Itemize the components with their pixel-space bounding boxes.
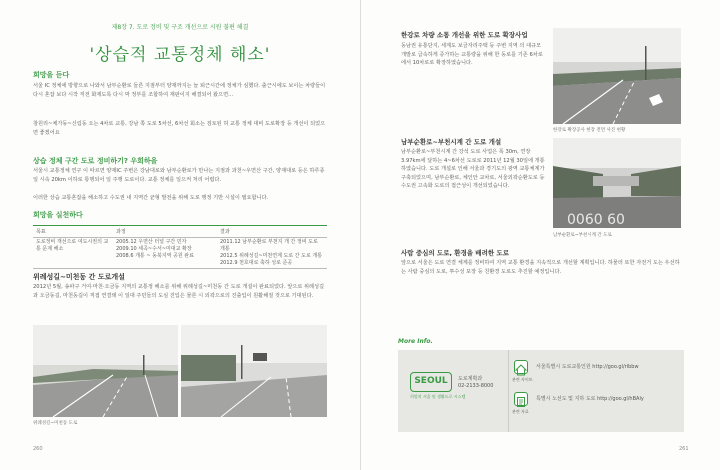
page-title: '상습적 교통정체 해소' xyxy=(89,45,271,65)
congestion-paragraph-2: 이러한 상습 교통혼잡을 해소하고 수도권 내 지역간 균형 발전을 위해 도로 행정 기반 시설이 필요합니다. xyxy=(33,195,269,201)
more-info-label: More Info. xyxy=(398,338,433,345)
info-divider xyxy=(508,350,509,432)
more-info-box xyxy=(398,350,684,432)
table-header-row xyxy=(33,226,327,238)
photo-caption-wirye: 위례성길~미천동 도로 xyxy=(33,421,78,426)
photo-caption-hangang: 한강로 확장공사 현장 전면 사진 현황 xyxy=(553,128,626,133)
section-heading-congestion: 상습 정체 구간 도로 정비하기? 우회하을 xyxy=(33,157,158,165)
department-phone: 02-2133-8000 xyxy=(458,383,494,389)
col-header-result: 결과 xyxy=(217,226,327,238)
hangang-road-photo xyxy=(553,28,681,124)
section-heading-people: 사람 중심의 도로, 환경을 배려한 도로 xyxy=(401,249,509,257)
seoul-logo-subtitle: 희망의 서울 및 생활도로 시스템 xyxy=(410,394,466,399)
table-cell-goal: 도로정비 개선으로 여도시권의 교통 문제 해소 xyxy=(33,238,113,269)
congestion-paragraph: 서울시 교통정체 연구 이 따르면 양재IC 주변은 강남대로와 남부순환로가 만나는 지점과 과천~우면산 구간, 양재대로 등은 하루종일 시속 20km 이하로 통행되어 일 주행 도로이다. 교통 정체를 일으켜 처리 어렵다. xyxy=(33,168,325,183)
citizen-quote-1: 서울 IC 정체에 방향으로 나와서 남부순환로 들른 지점부터 양재까지는 늘 퇴근시간에 정체가 심했다. 출근시에도 보이는 차량들이 다시 혼잡 보다 시작 직전 화재도록 다시 막 정부를 조합하여 재판이지 해결되어 왔으면... xyxy=(33,83,326,98)
document-link[interactable]: 특별시 노선도 및 지하 도로 http://goo.gl/hBAly xyxy=(536,396,644,402)
hangang-paragraph: 동남권 유통단지, 세계도 보금자리주택 등 주변 지역 의 대규모 개발로 급속하게 증가하는 교통량을 위해 한 동로를 기존 6차로에서 10차로로 확장하였습니다. xyxy=(401,43,543,67)
department-name: 도로계획과 xyxy=(458,376,483,382)
wirye-paragraph: 2012년 5월, 송파구 거여·마천·오금동 지역의 교통정 해소를 위해 위례성길~미천동 간 도로 개설이 완료되었다. 앞으로 위례성길과 오금동길, 마천동길이 직접 연결돼 이 일대 주민들의 도심 진입은 물론 시 외곽으로의 진출입이 원활해질 것으로 기대된다. xyxy=(33,284,325,299)
col-header-goal: 목표 xyxy=(33,226,113,238)
nambu-paragraph: 남부순환로~부천시계 간 강석 도로 사업은 폭 30m, 연장 3.97km에 달하는 4~6차선 도로로 2011년 12월 30일에 개통하였습니다. 도로 개설로 인해 서울과 경기도의 광역 교통체계가 구축되었으며, 남부순환로, 체인안 교차로, 서울외곽순환도로 등 수도권 고속화 도로의 접근성이 개선되었습니다. xyxy=(401,149,545,190)
section-heading-hangang: 한강로 차량 소통 개선을 위한 도로 확장사업 xyxy=(401,31,528,39)
road-photo-right xyxy=(181,325,327,417)
table-row xyxy=(33,238,327,269)
road-photo-left xyxy=(33,325,178,417)
home-caption: 관련 사이트 xyxy=(512,377,533,382)
table-cell-result: 2011.12 남부순환로 부천지 개 간 정비 도로 개통 2012.5 위례성길~미천연계 도로 간 도로 개통 2012.9 천호대로 축하 성로 준공 xyxy=(217,238,327,269)
home-icon xyxy=(514,360,528,374)
section-heading-practice: 희망을 실천하다 xyxy=(33,211,83,219)
seoul-logo: SEOUL xyxy=(410,372,452,392)
people-paragraph: 앞으로 서울은 도로 연결 체계를 정비하여 지역 교통 환경을 지속적으로 개선할 계획입니다. 하물러 또한 자전거 도는 우선하는 사람 중심의 도로, 투수성 포장 등 친환경 도로도 추진할 예정입니다. xyxy=(401,260,680,275)
page-number-right: 261 xyxy=(679,446,689,452)
section-heading-nambu: 남부순환로~부천시계 간 도로 개설 xyxy=(401,138,502,146)
progress-table xyxy=(33,225,327,269)
nambu-road-photo xyxy=(553,138,681,228)
page-number-left: 260 xyxy=(33,446,43,452)
section-heading-listen: 희망을 듣다 xyxy=(33,71,70,79)
citizen-quote-2: 창원리~체가동~신림동 오는 4차로 교통, 강남 쪽 도로 5차선, 6차선 회소는 검토된 허 교통 정체 대비 도로확장 등 개선이 되었으면 좋겠어요 xyxy=(33,121,326,136)
table-cell-process: 2005.12 우면산 터널 구간 민자 2009.10 세곡~수서~미대교 확장 2008.6 개통 ~ 동북지역 공원 완료 xyxy=(113,238,217,269)
svg-text:0060 60: 0060 60 xyxy=(567,212,625,228)
section-heading-wirye: 위례성길~미천동 간 도로개설 xyxy=(33,273,125,281)
document-icon xyxy=(514,392,528,406)
document-caption: 관련 자료 xyxy=(512,409,529,414)
col-header-process: 과정 xyxy=(113,226,217,238)
website-link[interactable]: 서울특별시 도로교통인원 http://goo.gl/rlbbw xyxy=(536,364,639,370)
photo-caption-nambu: 남부순환로~부천시계 간 도로 xyxy=(553,233,612,238)
chapter-subheading: 제8장 7. 도로 정비 및 구조 개선으로 시원 불편 해결 xyxy=(111,24,249,31)
